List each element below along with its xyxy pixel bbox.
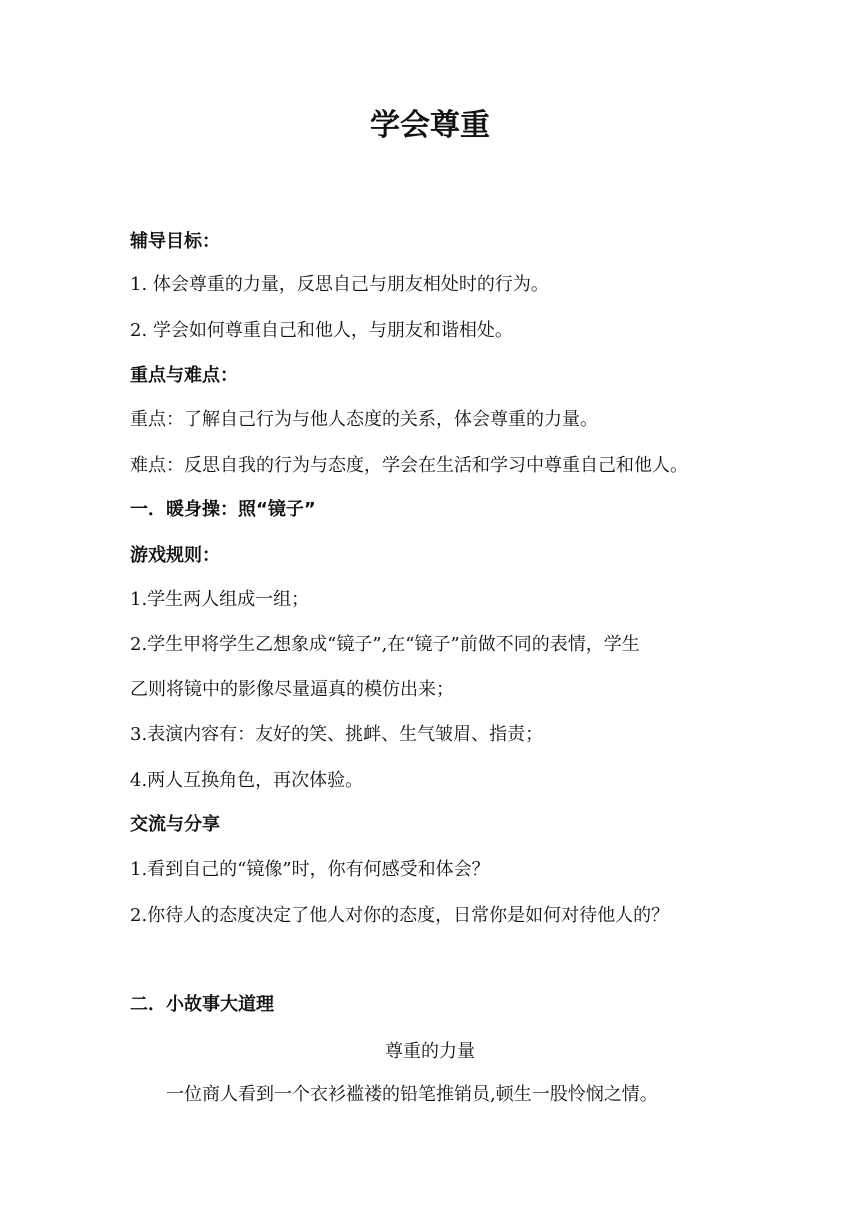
page-title: 学会尊重 (370, 108, 490, 143)
share-item-2: 2.你待人的态度决定了他人对你的态度，日常你是如何对待他人的？ (130, 905, 670, 926)
goal-item-2: 2. 学会如何尊重自己和他人，与朋友和谐相处。 (130, 320, 513, 341)
rules-heading: 游戏规则： (130, 545, 220, 566)
story-paragraph: 一位商人看到一个衣衫褴褛的铅笔推销员,顿生一股怜悯之情。 (166, 1084, 658, 1105)
rule-item-1: 1.学生两人组成一组； (130, 589, 310, 610)
key-heading: 重点与难点： (130, 365, 238, 386)
share-heading: 交流与分享 (130, 814, 220, 835)
difficult-point: 难点：反思自我的行为与态度，学会在生活和学习中尊重自己和他人。 (130, 455, 688, 476)
goal-item-1: 1. 体会尊重的力量，反思自己与朋友相处时的行为。 (130, 274, 549, 295)
share-item-1: 1.看到自己的“镜像”时，你有何感受和体会？ (130, 859, 490, 880)
story-title: 尊重的力量 (385, 1041, 475, 1062)
key-point: 重点：了解自己行为与他人态度的关系，体会尊重的力量。 (130, 409, 598, 430)
rule-item-4: 4.两人互换角色，再次体验。 (130, 770, 364, 791)
section-2-heading: 二．小故事大道理 (130, 994, 274, 1015)
rule-item-2-line-1: 2.学生甲将学生乙想象成“镜子”,在“镜子”前做不同的表情，学生 (130, 634, 640, 655)
section-1-heading: 一．暖身操：照“镜子” (130, 499, 316, 520)
rule-item-2-line-2: 乙则将镜中的影像尽量逼真的模仿出来； (130, 679, 454, 700)
rule-item-3: 3.表演内容有：友好的笑、挑衅、生气皱眉、指责； (130, 724, 544, 745)
goals-heading: 辅导目标： (130, 231, 220, 252)
